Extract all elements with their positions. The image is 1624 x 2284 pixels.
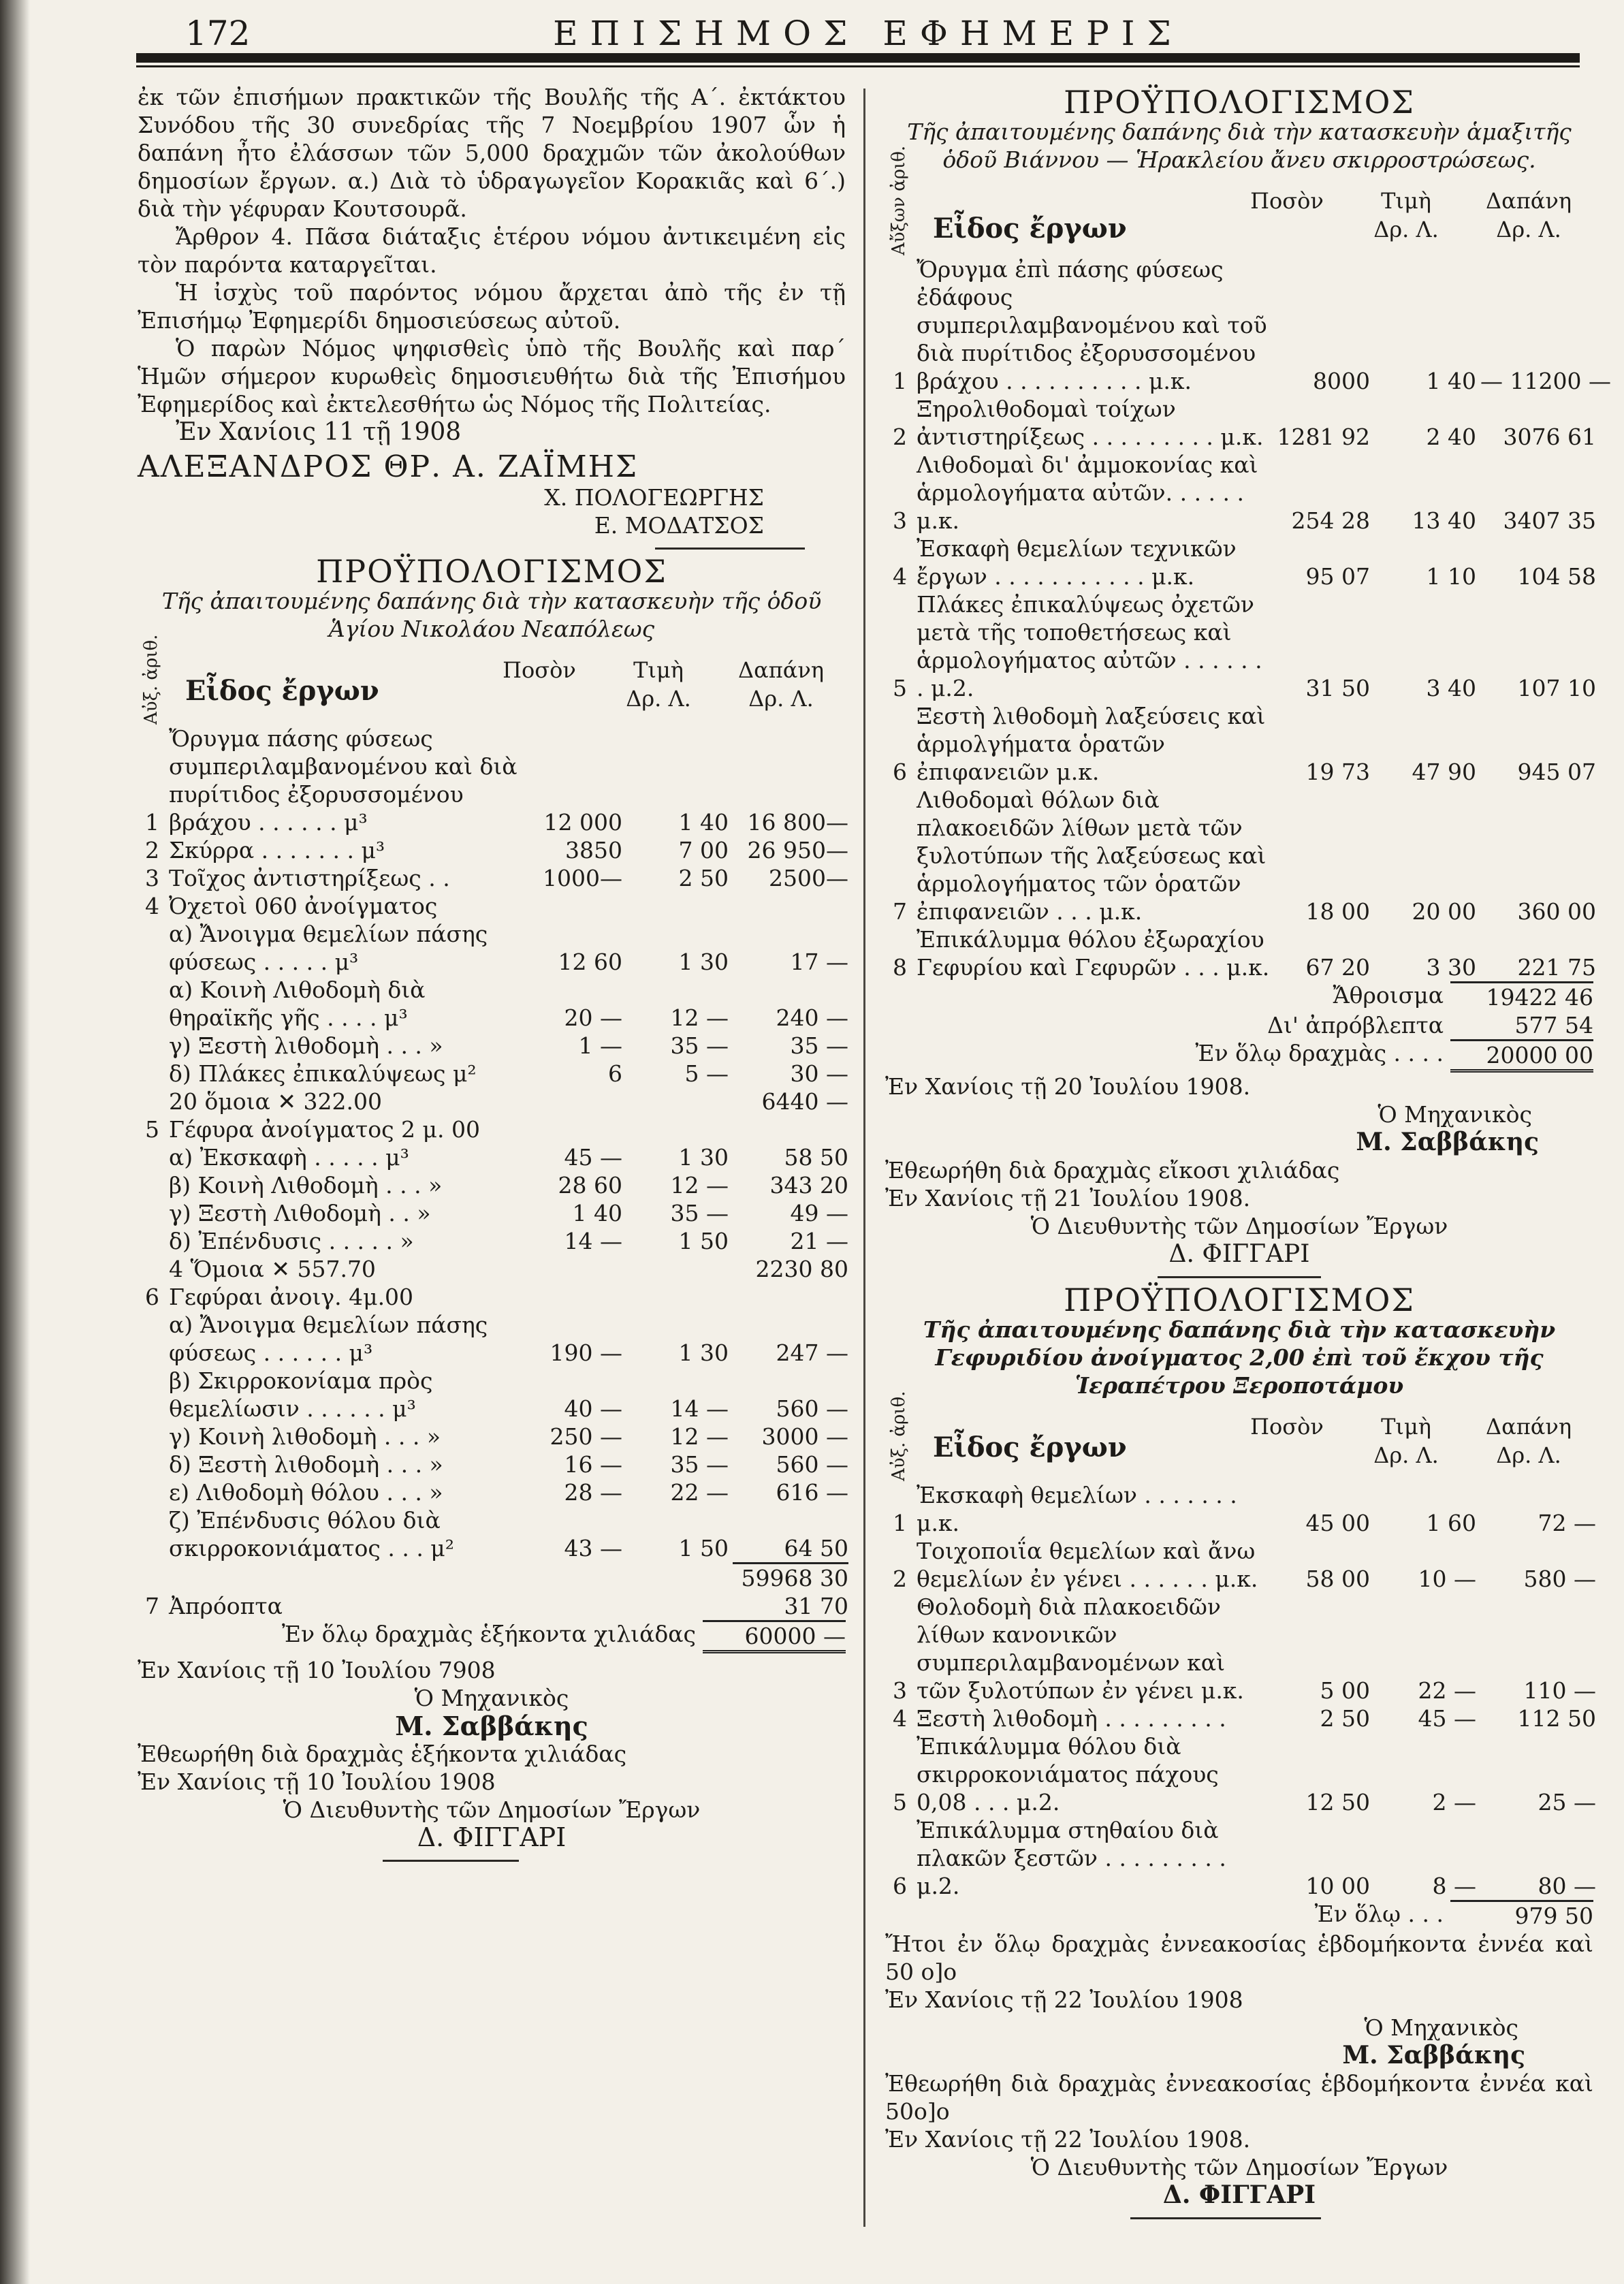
- price-header: Τιμὴ: [1381, 1414, 1431, 1440]
- table-row: [138, 892, 846, 920]
- total-value: 979 50: [1450, 1900, 1593, 1930]
- header-rule-thin: [136, 65, 1580, 67]
- total-row: [885, 1039, 1593, 1073]
- item-description: δ) Ἐπένδυσις . . . . . »: [169, 1228, 414, 1254]
- item-description: Ὀχετοὶ 060 ἀνοίγματος: [169, 893, 438, 919]
- table-row: [885, 1593, 1596, 1704]
- item-description: Γεφύραι ἀνοιγ. 4μ.00: [169, 1284, 414, 1310]
- left-column: [138, 83, 846, 1870]
- budget-rows: [885, 255, 1611, 981]
- item-price: 1 30: [678, 949, 729, 975]
- item-cost: 560 —: [776, 1395, 848, 1422]
- contingency-row: [885, 1011, 1593, 1039]
- law-place-date: Ἐν Χανίοις 11 τῇ 1908: [176, 418, 462, 446]
- table-row: [138, 1199, 846, 1227]
- table-row: [138, 1115, 846, 1143]
- engineer-title: Ὁ Μηχανικὸς: [1364, 2014, 1518, 2041]
- table-row: [138, 1283, 846, 1311]
- item-description: γ) Ξεστὴ Λιθοδομὴ . . »: [169, 1200, 431, 1226]
- promulgation-paragraph: Ὁ παρὼν Νόμος ψηφισθεὶς ὑπὸ τῆς Βουλῆς καὶ παρ΄ Ἡμῶν σήμερον κυρωθεὶς δημοσιευθήτω διὰ τῆς Ἐπισήμου Ἐφημερίδος καὶ ἐκτελεσθήτω ὡς Νόμος τῆς Πολιτείας.: [138, 335, 846, 417]
- item-number: 5: [893, 675, 907, 701]
- item-cost: 247 —: [776, 1339, 848, 1366]
- item-description: Ἐκσκαφὴ θεμελίων . . . . . . . μ.κ.: [917, 1482, 1237, 1536]
- item-description: 4 Ὅμοια ✕ 557.70: [169, 1256, 376, 1282]
- item-description: ζ) Ἐπένδυσις θόλου διὰ σκιρροκονιάματος . . . μ²: [169, 1507, 454, 1561]
- item-description: β) Σκιρροκονίαμα πρὸς θεμελίωσιν . . . . . . μ³: [169, 1367, 433, 1422]
- table-row: [885, 395, 1596, 451]
- section-rule: [1158, 1276, 1321, 1278]
- price-header: Τιμὴ: [1381, 188, 1431, 214]
- cosigner-2: Ε. ΜΟΔΑΤΣΟΣ: [594, 512, 764, 539]
- item-quantity: 3850: [565, 837, 622, 863]
- quantity-header: Ποσὸν: [503, 657, 576, 683]
- item-quantity: 18 00: [1305, 898, 1370, 925]
- item-cost: 560 —: [776, 1451, 848, 1478]
- item-price: 1 40: [678, 809, 729, 836]
- table-row: [138, 1255, 846, 1283]
- subtotal-row: [138, 1562, 846, 1592]
- engineer-title: Ὁ Μηχανικὸς: [414, 1685, 569, 1711]
- table-row: [885, 1704, 1596, 1732]
- item-quantity: 8000: [1313, 368, 1370, 394]
- item-number: 6: [145, 1284, 159, 1310]
- validity-paragraph: Ἡ ἰσχὺς τοῦ παρόντος νόμου ἄρχεται ἀπὸ τῆς ἐν τῇ Ἐπισήμῳ Ἐφημερίδι δημοσιεύσεως αὐτοῦ.: [138, 279, 846, 334]
- approval-note: Ἐθεωρήθη διὰ δραχμὰς ἐννεακοσίας ἑβδομήκοντα ἐννέα καὶ 50ο]ο: [885, 2070, 1593, 2125]
- approval-note: Ἐθεωρήθη διὰ δραχμὰς εἴκοσι χιλιάδας: [885, 1157, 1340, 1184]
- table-row: [138, 1367, 846, 1423]
- item-description: Ἐπικάλυμμα θόλου ἐξωραχίου Γεφυρίου καὶ Γεφυρῶν . . . μ.κ.: [917, 926, 1270, 981]
- budget-table-left: [138, 634, 848, 1653]
- item-cost: 110 —: [1523, 1677, 1596, 1704]
- item-cost: 2230 80: [755, 1256, 848, 1282]
- item-cost: 343 20: [769, 1172, 848, 1199]
- budget-table-right-2: [885, 1391, 1596, 1930]
- table-row: [138, 836, 846, 864]
- item-price: 20 00: [1412, 898, 1476, 925]
- item-price: 45 —: [1418, 1705, 1476, 1732]
- signer-main: ΑΛΕΞΑΝΔΡΟΣ ΘΡ. Α. ΖΑΪΜΗΣ: [138, 449, 639, 484]
- item-price: 14 —: [670, 1395, 729, 1422]
- contingency-number: 7: [145, 1593, 159, 1619]
- law-intro-paragraph: ἐκ τῶν ἐπισήμων πρακτικῶν τῆς Βουλῆς τῆς Α΄. ἐκτάκτου Συνόδου τῆς 30 συνεδρίας τῆς 7 Νοεμβρίου 1907 ὧν ἡ δαπάνη ἦτο ἐλάσσων τῶν 5,000 δραχμῶν τῶν ἀκολούθων δημοσίων ἔργων. α.) Διὰ τὸ ὑδραγωγεῖον Κορακιᾶς καὶ 6΄.) διὰ τὴν γέφυραν Κουτσουρᾶ.: [138, 84, 846, 222]
- price-unit-header: Δρ. Λ.: [1373, 1442, 1439, 1468]
- item-number: 5: [893, 1789, 907, 1815]
- total-row: [138, 1620, 846, 1653]
- item-cost: 2500—: [769, 865, 848, 891]
- approval-note: Ἐθεωρήθη διὰ δραχμὰς ἑξήκοντα χιλιάδας: [138, 1741, 627, 1767]
- budget-date: Ἐν Χανίοις τῇ 10 Ἰουλίου 7908: [138, 1657, 496, 1683]
- sum-label: Ἄθροισμα: [1333, 982, 1444, 1009]
- item-cost: 3407 35: [1503, 507, 1596, 534]
- table-row: [885, 1732, 1596, 1816]
- table-header: [138, 634, 846, 725]
- item-description: Ὄρυγμα πάσης φύσεως συμπεριλαμβανομένου καὶ διὰ πυρίτιδος ἐξορυσσομένου βράχου . . . . . . μ³: [169, 725, 518, 836]
- column-divider: [863, 89, 865, 2227]
- item-price: 12 —: [670, 1172, 729, 1199]
- item-description: Ξεστὴ λιθοδομὴ λαξεύσεις καὶ ἁρμολγήματα ὁρατῶν ἐπιφανειῶν μ.κ.: [917, 703, 1266, 785]
- total-value: 60000 —: [703, 1620, 846, 1653]
- item-cost: 17 —: [790, 949, 848, 975]
- table-row: [885, 590, 1596, 702]
- contingency-value: 31 70: [784, 1593, 848, 1619]
- item-price: 12 —: [670, 1004, 729, 1031]
- item-description: Ἐπικάλυμμα στηθαίου διὰ πλακῶν ξεστῶν . . . . . . . . . μ.2.: [917, 1817, 1226, 1899]
- item-description: δ) Πλάκες ἐπικαλύψεως μ²: [169, 1060, 477, 1087]
- item-cost: 6440 —: [761, 1088, 848, 1115]
- item-cost: 49 —: [790, 1200, 848, 1226]
- item-quantity: 254 28: [1291, 507, 1370, 534]
- table-row: [885, 1537, 1596, 1593]
- item-price: 3 40: [1426, 675, 1476, 701]
- item-quantity: 58 00: [1305, 1566, 1370, 1592]
- engineer-name: Μ. Σαββάκης: [1342, 2041, 1525, 2069]
- item-cost: 58 50: [784, 1144, 848, 1171]
- cost-header: Δαπάνη: [738, 657, 824, 683]
- item-price: 7 00: [678, 837, 729, 863]
- budget1-title: ΠΡΟΫΠΟΛΟΓΙΣΜΟΣ: [1064, 84, 1415, 121]
- table-row: [885, 786, 1596, 925]
- item-number: 2: [893, 424, 907, 450]
- budget-rows: [885, 1481, 1596, 1900]
- item-number: 7: [893, 898, 907, 925]
- cost-unit-header: Δρ. Λ.: [748, 686, 814, 712]
- item-quantity: 12 50: [1305, 1789, 1370, 1815]
- serial-number-label: Αὐξ. ἀριθ.: [141, 634, 161, 725]
- item-quantity: 190 —: [550, 1339, 622, 1366]
- signature-rule: [655, 548, 805, 550]
- item-price: 8 —: [1432, 1873, 1476, 1899]
- item-price: 47 90: [1412, 759, 1476, 785]
- table-row: [138, 920, 846, 976]
- item-cost: 112 50: [1517, 1705, 1596, 1732]
- item-number: 5: [145, 1116, 159, 1143]
- item-cost: 616 —: [776, 1479, 848, 1506]
- budget-subtitle: Τῆς ἀπαιτουμένης δαπάνης διὰ τὴν κατασκευὴν τῆς ὁδοῦ Ἁγίου Νικολάου Νεαπόλεως: [161, 588, 822, 642]
- budget2-subtitle: Τῆς ἀπαιτουμένης δαπάνης διὰ τὴν κατασκευὴν Γεφυριδίου ἀνοίγματος 2,00 ἐπὶ τοῦ ἔκχου τῆς Ἱεραπέτρου Ξεροποτάμου: [923, 1316, 1556, 1399]
- price-unit-header: Δρ. Λ.: [1373, 217, 1439, 242]
- approval-date: Ἐν Χανίοις τῇ 21 Ἰουλίου 1908.: [885, 1185, 1251, 1211]
- page-number: 172: [185, 14, 251, 53]
- approval-date: Ἐν Χανίοις τῇ 22 Ἰουλίου 1908.: [885, 2126, 1251, 2153]
- item-quantity: 1 40: [572, 1200, 622, 1226]
- item-description: Γέφυρα ἀνοίγματος 2 μ. 00: [169, 1116, 480, 1143]
- item-price: 13 40: [1412, 507, 1476, 534]
- item-cost: 16 800—: [747, 809, 848, 836]
- table-header: [885, 1391, 1593, 1481]
- item-cost: 240 —: [776, 1004, 848, 1031]
- item-description: Τοῖχος ἀντιστηρίξεως . .: [169, 865, 450, 891]
- item-price: 22 —: [670, 1479, 729, 1506]
- item-quantity: 16 —: [564, 1451, 622, 1478]
- quantity-header: Ποσὸν: [1250, 1414, 1324, 1440]
- item-cost: 360 00: [1517, 898, 1596, 925]
- item-cost: 107 10: [1517, 675, 1596, 701]
- item-quantity: 6: [608, 1060, 622, 1087]
- closing-rule: [383, 1860, 519, 1862]
- contingency-value: 577 54: [1514, 1012, 1593, 1038]
- table-row: [885, 925, 1596, 981]
- item-description: Θολοδομὴ διὰ πλακοειδῶν λίθων κανονικῶν συμπεριλαμβανομένων καὶ τῶν ξυλοτύπων ἐν γένει μ.κ.: [917, 1593, 1244, 1704]
- item-description: γ) Ξεστὴ λιθοδομὴ . . . »: [169, 1032, 443, 1059]
- director-name: Δ. ΦΙΓΓΑΡΙ: [1168, 1240, 1310, 1268]
- closing-rule: [1130, 2217, 1321, 2219]
- item-cost: 80 —: [1538, 1873, 1596, 1899]
- table-row: [885, 1816, 1596, 1900]
- item-number: 6: [893, 759, 907, 785]
- item-cost: 35 —: [790, 1032, 848, 1059]
- item-quantity: 1000—: [543, 865, 622, 891]
- item-price: 2 50: [678, 865, 729, 891]
- item-cost: 64 50: [784, 1535, 848, 1561]
- item-cost: 3000 —: [761, 1423, 848, 1450]
- item-number: 1: [893, 368, 907, 394]
- item-price: 1 30: [678, 1339, 729, 1366]
- table-row: [138, 976, 846, 1032]
- budget1-subtitle: Τῆς ἀπαιτουμένης δαπάνης διὰ τὴν κατασκευὴν ἁμαξιτῆς ὁδοῦ Βιάννου — Ἡρακλείου ἄνευ σκιρροστρώσεως.: [907, 118, 1572, 173]
- table-row: [138, 1311, 846, 1367]
- kind-of-works-header: Εἶδος ἔργων: [933, 1431, 1127, 1463]
- serial-number-label: Αὐξ. ἀριθ.: [889, 1391, 909, 1481]
- item-number: 1: [893, 1510, 907, 1536]
- total-label: Ἐν ὅλῳ δραχμὰς . . . .: [1195, 1040, 1444, 1066]
- item-quantity: 10 00: [1305, 1873, 1370, 1899]
- table-row: [138, 725, 846, 836]
- item-cost: 104 58: [1517, 563, 1596, 590]
- item-quantity: 31 50: [1305, 675, 1370, 701]
- journal-title: ΕΠΙΣΗΜΟΣ ΕΦΗΜΕΡΙΣ: [553, 14, 1183, 53]
- item-quantity: 43 —: [564, 1535, 622, 1561]
- item-price: 35 —: [670, 1200, 729, 1226]
- director-title: Ὁ Διευθυντὴς τῶν Δημοσίων Ἔργων: [1030, 2154, 1448, 2180]
- quantity-header: Ποσὸν: [1250, 188, 1324, 214]
- table-row: [138, 1227, 846, 1255]
- table-row: [885, 255, 1611, 395]
- item-quantity: 95 07: [1305, 563, 1370, 590]
- total-value: 20000 00: [1450, 1039, 1593, 1073]
- page-header: [157, 14, 1580, 54]
- kind-of-works-header: Εἶδος ἔργων: [933, 212, 1127, 244]
- item-quantity: 14 —: [564, 1228, 622, 1254]
- contingency-label: Δι' ἀπρόβλεπτα: [1267, 1012, 1444, 1038]
- item-number: 4: [893, 563, 907, 590]
- engineer-title: Ὁ Μηχανικὸς: [1378, 1101, 1532, 1128]
- contingency-row: [138, 1592, 846, 1620]
- table-row: [885, 702, 1596, 786]
- item-quantity: 28 —: [564, 1479, 622, 1506]
- item-price: 1 50: [678, 1535, 729, 1561]
- item-description: Τοιχοποιΐα θεμελίων καὶ ἄνω θεμελίων ἐν γένει . . . . . . μ.κ.: [917, 1538, 1258, 1592]
- item-cost: 580 —: [1523, 1566, 1596, 1592]
- item-description: δ) Ξεστὴ λιθοδομὴ . . . »: [169, 1451, 443, 1478]
- cost-unit-header: Δρ. Λ.: [1496, 1442, 1561, 1468]
- article-4: Ἄρθρον 4. Πᾶσα διάταξις ἑτέρου νόμου ἀντικειμένη εἰς τὸν παρόντα καταργεῖται.: [138, 223, 846, 278]
- item-description: β) Κοινὴ Λιθοδομὴ . . . »: [169, 1172, 443, 1199]
- item-description: Ἐπικάλυμμα θόλου διὰ σκιρροκονιάματος πάχους 0,08 . . . μ.2.: [917, 1733, 1219, 1815]
- item-price: 22 —: [1418, 1677, 1476, 1704]
- total-row: [885, 1900, 1593, 1930]
- item-description: Ξηρολιθοδομαὶ τοίχων ἀντιστηρίξεως . . . . . . . . . μ.κ.: [917, 396, 1264, 450]
- item-description: Λιθοδομαὶ δι' ἀμμοκονίας καὶ ἁρμολογήματα αὐτῶν. . . . . . μ.κ.: [917, 451, 1258, 534]
- item-description: Ξεστὴ λιθοδομὴ . . . . . . . . .: [917, 1705, 1226, 1732]
- item-cost: 221 75: [1517, 954, 1596, 981]
- item-cost: — 11200 —: [1480, 368, 1611, 394]
- header-rule-thick: [136, 53, 1580, 63]
- item-price: 1 40: [1426, 368, 1476, 394]
- item-quantity: 45 —: [564, 1144, 622, 1171]
- item-number: 6: [893, 1873, 907, 1899]
- item-price: 1 10: [1426, 563, 1476, 590]
- item-quantity: 67 20: [1305, 954, 1370, 981]
- item-price: 35 —: [670, 1451, 729, 1478]
- item-description: α) Ἄνοιγμα θεμελίων πάσης φύσεως . . . . . μ³: [169, 921, 488, 975]
- item-cost: 25 —: [1538, 1789, 1596, 1815]
- item-price: 2 —: [1432, 1789, 1476, 1815]
- item-description: Ὄρυγμα ἐπὶ πάσης φύσεως ἐδάφους συμπεριλαμβανομένου καὶ τοῦ διὰ πυρίτιδος ἐξορυσσομένου βράχου . . . . . . . . . . μ.κ.: [917, 256, 1267, 394]
- item-quantity: 12 60: [558, 949, 622, 975]
- table-row: [138, 1032, 846, 1060]
- item-cost: 72 —: [1538, 1510, 1596, 1536]
- cosigner-1: Χ. ΠΟΛΟΓΕΩΡΓΗΣ: [544, 484, 764, 511]
- table-row: [138, 864, 846, 892]
- item-number: 3: [145, 865, 159, 891]
- cost-header: Δαπάνη: [1486, 1414, 1572, 1440]
- item-description: 20 ὅμοια ✕ 322.00: [169, 1088, 382, 1115]
- item-number: 2: [893, 1566, 907, 1592]
- item-quantity: 5 00: [1320, 1677, 1370, 1704]
- item-quantity: 12 000: [543, 809, 622, 836]
- item-number: 4: [893, 1705, 907, 1732]
- kind-of-works-header: Εἶδος ἔργων: [185, 675, 379, 707]
- item-quantity: 2 50: [1320, 1705, 1370, 1732]
- item-description: γ) Κοινὴ λιθοδομὴ . . . »: [169, 1423, 441, 1450]
- item-price: 5 —: [684, 1060, 729, 1087]
- item-quantity: 40 —: [564, 1395, 622, 1422]
- cost-unit-header: Δρ. Λ.: [1496, 217, 1561, 242]
- total-label: Ἐν ὅλῳ . . .: [1314, 1901, 1444, 1927]
- item-quantity: 19 73: [1305, 759, 1370, 785]
- total-label: Ἐν ὅλῳ δραχμὰς ἑξήκοντα χιλιάδας: [281, 1621, 696, 1647]
- item-cost: 21 —: [790, 1228, 848, 1254]
- item-price: 10 —: [1418, 1566, 1476, 1592]
- item-number: 3: [893, 507, 907, 534]
- page-binding-shadow: [0, 0, 30, 2284]
- item-price: 1 50: [678, 1228, 729, 1254]
- budget-rows: [138, 725, 846, 1562]
- table-row: [138, 1171, 846, 1199]
- table-row: [885, 1481, 1596, 1537]
- director-title: Ὁ Διευθυντὴς τῶν Δημοσίων Ἔργων: [1030, 1213, 1448, 1239]
- item-price: 2 40: [1426, 424, 1476, 450]
- table-row: [885, 535, 1596, 590]
- item-description: α) Ἐκσκαφὴ . . . . . μ³: [169, 1144, 409, 1171]
- approval-date: Ἐν Χανίοις τῇ 10 Ἰουλίου 1908: [138, 1768, 496, 1795]
- subtotal-value: 59968 30: [733, 1562, 848, 1592]
- table-row: [138, 1088, 846, 1115]
- item-number: 1: [145, 809, 159, 836]
- right-column: [885, 83, 1611, 2227]
- budget2-date: Ἐν Χανίοις τῇ 22 Ἰουλίου 1908: [885, 1986, 1243, 2013]
- item-description: Πλάκες ἐπικαλύψεως ὀχετῶν μετὰ τῆς τοποθετήσεως καὶ ἁρμολογήματος αὐτῶν . . . . . . . μ.2.: [917, 591, 1262, 701]
- table-row: [138, 1060, 846, 1088]
- engineer-name: Μ. Σαββάκης: [395, 1711, 588, 1741]
- engineer-name: Μ. Σαββάκης: [1356, 1128, 1539, 1156]
- price-unit-header: Δρ. Λ.: [626, 686, 691, 712]
- table-row: [885, 451, 1596, 535]
- item-description: ε) Λιθοδομὴ θόλου . . . »: [169, 1479, 443, 1506]
- price-header: Τιμὴ: [633, 657, 684, 683]
- item-cost: 26 950—: [747, 837, 848, 863]
- cost-header: Δαπάνη: [1486, 188, 1572, 214]
- item-price: 1 30: [678, 1144, 729, 1171]
- table-row: [138, 1143, 846, 1171]
- item-price: 35 —: [670, 1032, 729, 1059]
- director-name: Δ. ΦΙΓΓΑΡΙ: [417, 1822, 567, 1852]
- sum-value: 19422 46: [1450, 981, 1593, 1011]
- item-quantity: 1281 92: [1277, 424, 1370, 450]
- item-quantity: 28 60: [558, 1172, 622, 1199]
- item-number: 8: [893, 954, 907, 981]
- item-quantity: 1 —: [578, 1032, 622, 1059]
- director-name: Δ. ΦΙΓΓΑΡΙ: [1162, 2180, 1316, 2209]
- item-description: Λιθοδομαὶ θόλων διὰ πλακοειδῶν λίθων μετὰ τῶν ξυλοτύπων τῆς λαξεύσεως καὶ ἁρμολογήματος τῶν ὁρατῶν ἐπιφανειῶν . . . μ.κ.: [917, 787, 1267, 925]
- item-description: α) Ἄνοιγμα θεμελίων πάσης φύσεως . . . . . . μ³: [169, 1312, 488, 1366]
- item-quantity: 20 —: [564, 1004, 622, 1031]
- item-cost: 30 —: [790, 1060, 848, 1087]
- item-cost: 3076 61: [1503, 424, 1596, 450]
- table-row: [138, 1478, 846, 1506]
- amount-in-words: Ἤτοι ἐν ὅλῳ δραχμὰς ἐννεακοσίας ἑβδομήκοντα ἐννέα καὶ 50 ο]ο: [885, 1931, 1593, 1985]
- item-number: 2: [145, 837, 159, 863]
- sum-row: [885, 981, 1593, 1011]
- table-row: [138, 1506, 846, 1562]
- item-number: 4: [145, 893, 159, 919]
- item-quantity: 250 —: [550, 1423, 622, 1450]
- contingency-label: Ἀπρόοπτα: [169, 1593, 283, 1619]
- table-row: [138, 1450, 846, 1478]
- item-number: 3: [893, 1677, 907, 1704]
- director-title: Ὁ Διευθυντὴς τῶν Δημοσίων Ἔργων: [283, 1796, 701, 1823]
- table-row: [138, 1423, 846, 1450]
- budget-title: ΠΡΟΫΠΟΛΟΓΙΣΜΟΣ: [316, 553, 667, 590]
- item-description: Ἐσκαφὴ θεμελίων τεχνικῶν ἔργων . . . . . . . . . . . μ.κ.: [917, 535, 1237, 590]
- budget1-date: Ἐν Χανίοις τῇ 20 Ἰουλίου 1908.: [885, 1073, 1251, 1100]
- budget2-title: ΠΡΟΫΠΟΛΟΓΙΣΜΟΣ: [1064, 1282, 1415, 1318]
- item-description: Σκύρρα . . . . . . . μ³: [169, 837, 385, 863]
- item-description: α) Κοινὴ Λιθοδομὴ διὰ θηραϊκῆς γῆς . . . . μ³: [169, 977, 426, 1031]
- item-price: 1 60: [1426, 1510, 1476, 1536]
- item-price: 12 —: [670, 1423, 729, 1450]
- item-price: 3 30: [1426, 954, 1476, 981]
- serial-number-label: Αὔξων ἀριθ.: [889, 145, 909, 255]
- item-quantity: 45 00: [1305, 1510, 1370, 1536]
- item-cost: 945 07: [1517, 759, 1596, 785]
